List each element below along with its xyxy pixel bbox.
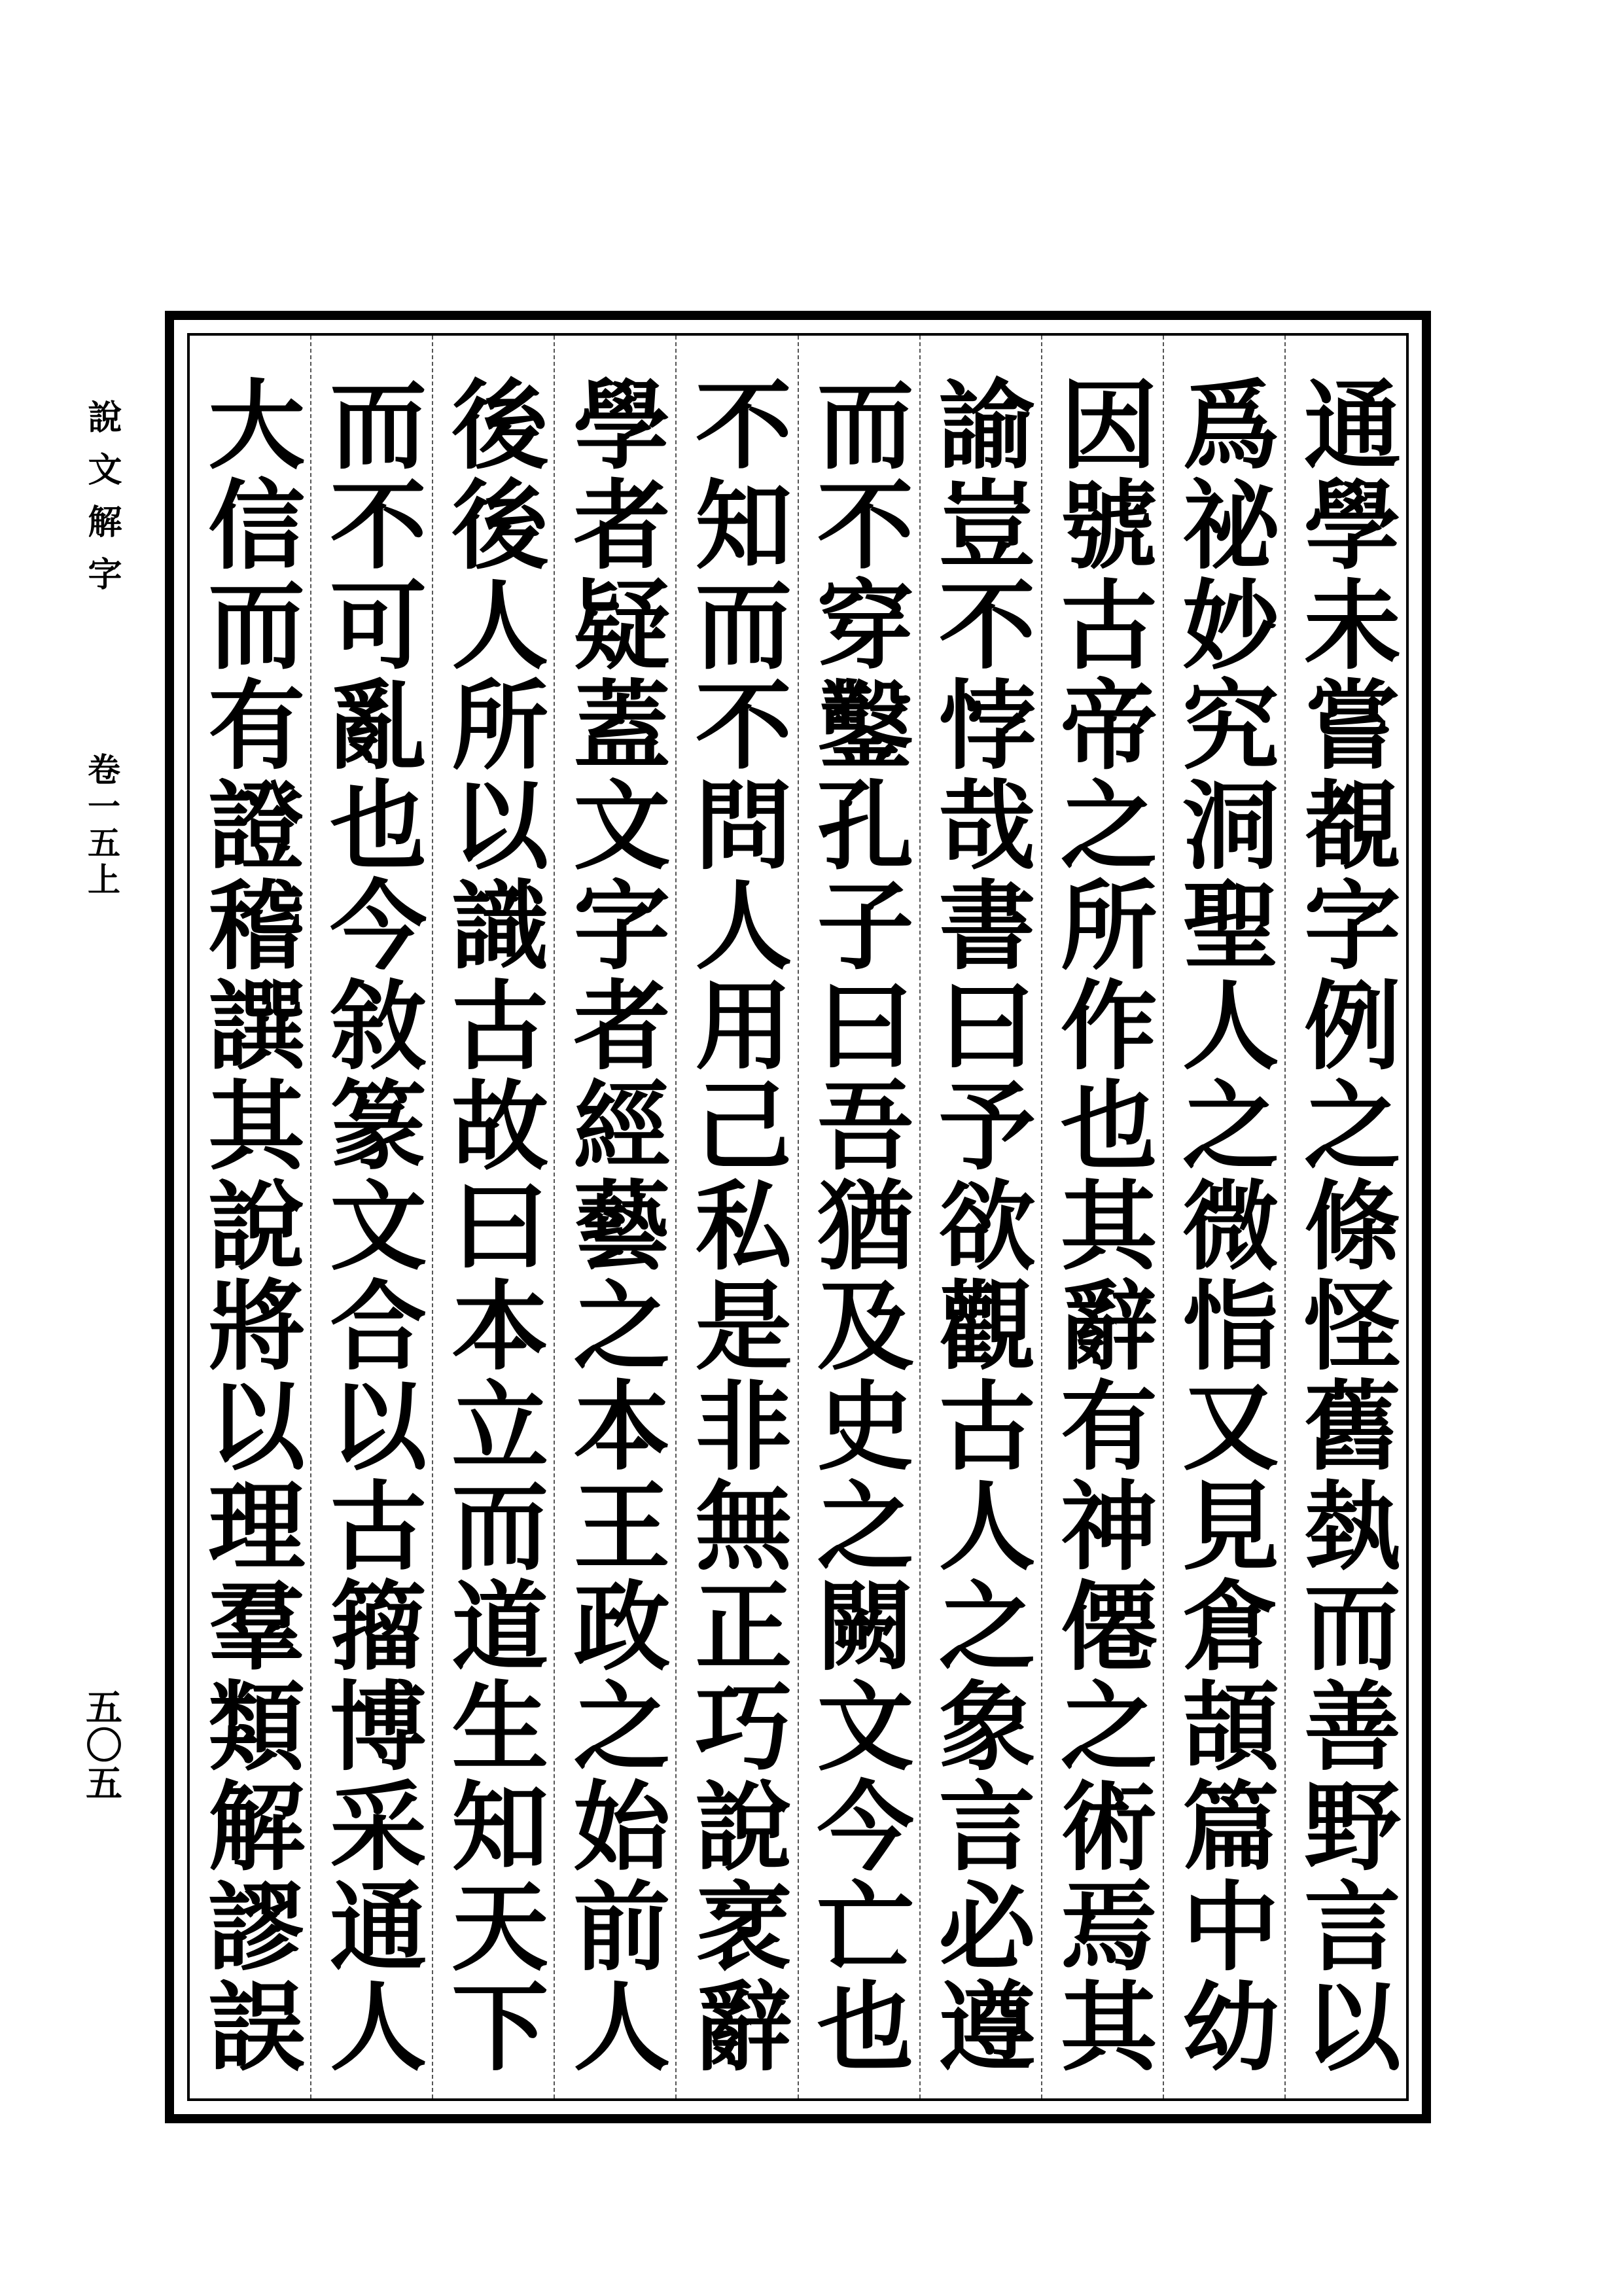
book-title: 說文解字 xyxy=(82,399,122,609)
text-column-6: 不知而不問人用己私是非無正巧說衺辭 xyxy=(675,336,797,2098)
text-column-2: 爲祕妙究洞聖人之微恉又見倉頡篇中幼 xyxy=(1163,336,1284,2098)
text-column-10: 大信而有證稽譔其說將以理羣類解謬誤 xyxy=(192,374,307,2076)
text-column-4: 諭豈不悖哉書曰予欲觀古人之象言必遵 xyxy=(919,336,1041,2098)
text-column-5: 而不穿鑿孔子曰吾猶及史之闕文今亡也 xyxy=(798,336,919,2098)
text-column-9: 而不可亂也今敘篆文合以古籀博采通人 xyxy=(310,336,432,2098)
volume-label: 卷一五上 xyxy=(82,752,121,899)
text-column-7: 學者疑蓋文字者經藝之本王政之始前人 xyxy=(554,336,675,2098)
text-column-1: 通學未嘗覩字例之條怪舊埶而善野言以 xyxy=(1284,336,1406,2098)
text-column-3: 因號古帝之所作也其辭有神僊之術焉其 xyxy=(1041,336,1163,2098)
text-frame-inner xyxy=(187,333,1409,2101)
page-number: 五〇五 xyxy=(80,1688,123,1802)
text-column-8: 後後人所以識古故曰本立而道生知天下 xyxy=(432,336,554,2098)
text-columns xyxy=(190,336,1406,2098)
text-frame xyxy=(165,311,1431,2123)
